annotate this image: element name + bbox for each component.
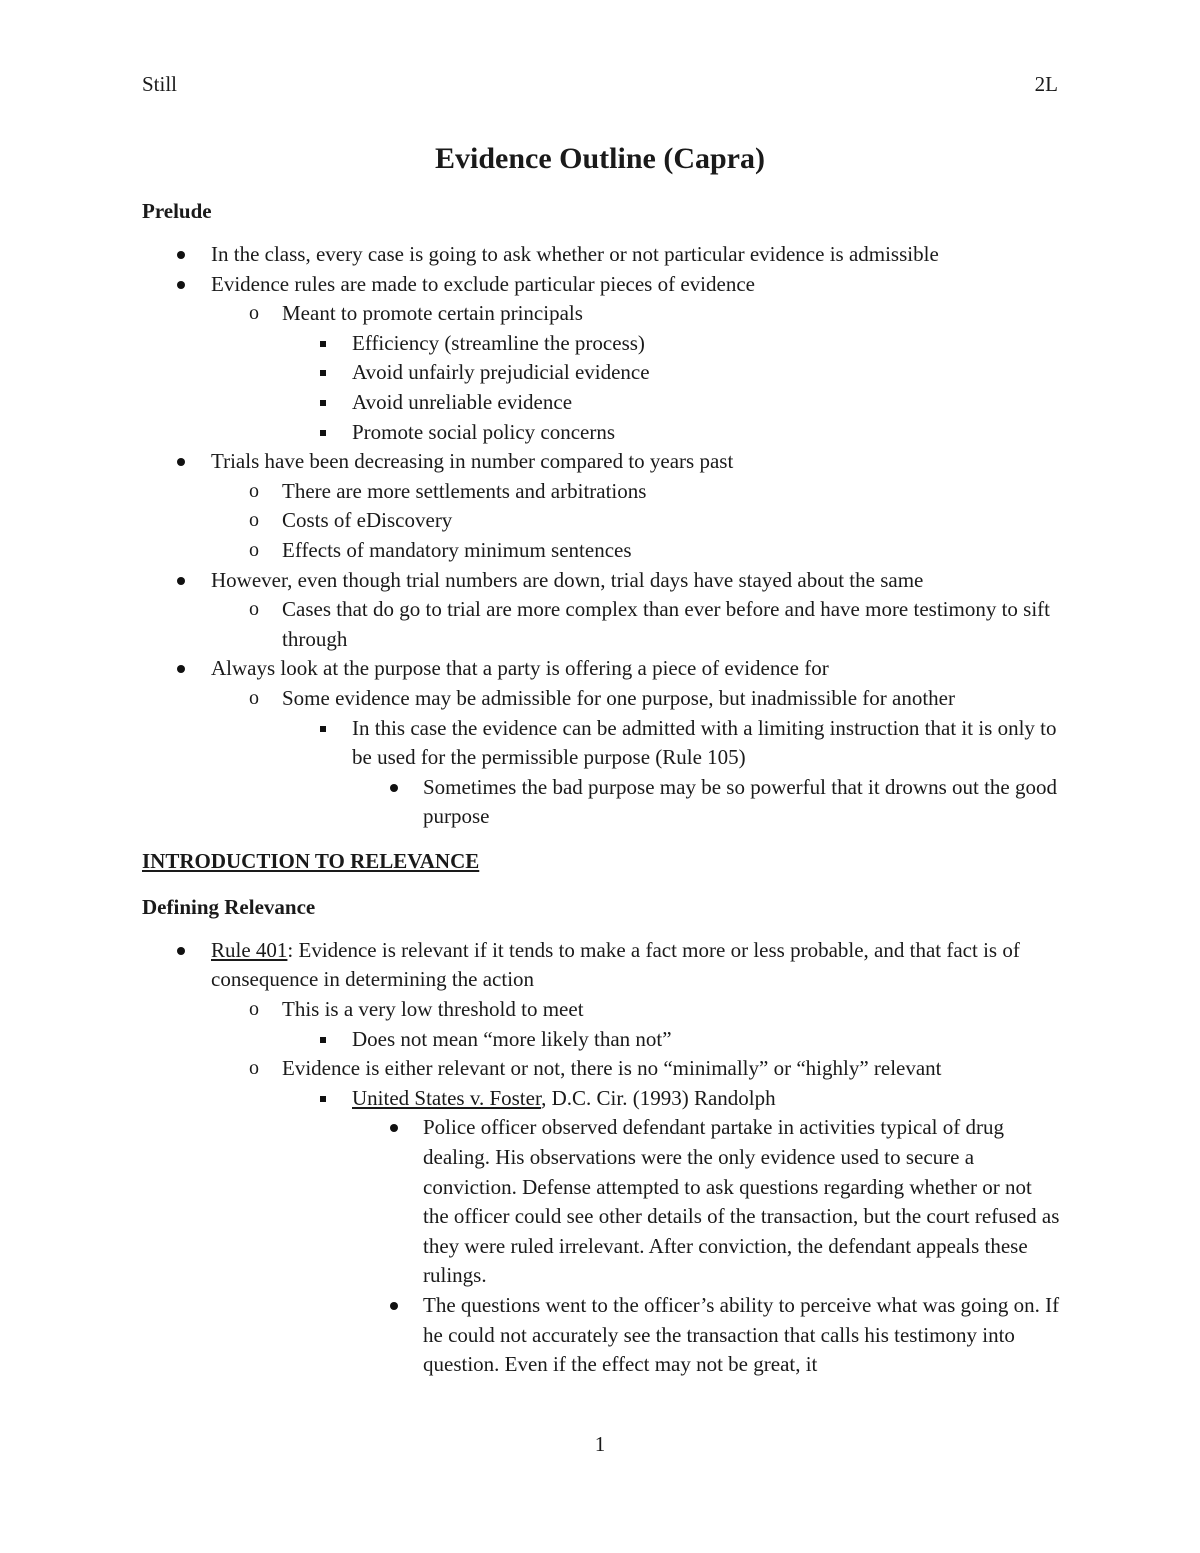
section-heading-prelude: Prelude [142,199,212,223]
list-item: o Some evidence may be admissible for one purpose, but inadmissible for another [142,684,1062,714]
list-item: o There are more settlements and arbitrations [142,477,1062,507]
list-item: o Effects of mandatory minimum sentences [142,536,1062,566]
bullet-dot-icon [177,665,185,673]
bullet-dot-icon [390,784,398,792]
bullet-o-icon: o [249,509,259,532]
list-item: o Cases that do go to trial are more complex than ever before and have more testimony to sift through [249,597,1051,651]
bullet-square-icon [320,726,326,732]
list-item: Sometimes the bad purpose may be so powerful that it drowns out the good purpose [142,773,1062,832]
bullet-square-icon [320,1037,326,1043]
rule-401-link[interactable]: Rule 401 [211,937,288,962]
bullet-o-icon: o [249,598,259,621]
bullet-square-icon [320,370,326,376]
list-item: United States v. Foster, D.C. Cir. (1993) Randolph [142,1084,1062,1114]
bullet-square-icon [320,430,326,436]
list-item: The questions went to the officer’s ability to perceive what was going on. If he could not accurately see the transaction that calls his testimony into question. Even if the effect may not be great, it [142,1291,1062,1380]
bullet-o-icon: o [249,1057,259,1080]
bullet-dot-icon [177,251,185,259]
list-item: Avoid unreliable evidence [142,388,1062,418]
bullet-square-icon [320,1096,326,1102]
bullet-o-icon: o [249,538,259,561]
list-item: Rule 401: Evidence is relevant if it tends to make a fact more or less probable, and that fact is of consequence in determining the action [142,936,1062,995]
section-heading-defining-relevance: Defining Relevance [142,894,316,919]
document-title: Evidence Outline (Capra) [435,142,765,175]
list-item: o Meant to promote certain principals [142,299,1062,329]
list-item: Efficiency (streamline the process) [142,329,1062,359]
list-item: Does not mean “more likely than not” [142,1025,1062,1055]
bullet-dot-icon [390,1124,398,1132]
list-item: In the class, every case is going to ask whether or not particular evidence is admissible [142,240,1062,270]
header-year: 2L [1034,72,1058,96]
document-body [142,196,1062,1380]
list-item: o Costs of eDiscovery [142,506,1062,536]
list-item: Trials have been decreasing in number compared to years past [142,447,1062,477]
list-item: In this case the evidence can be admitted with a limiting instruction that it is only to be used for the permissible purpose (Rule 105) [142,714,1062,773]
page-number: 1 [594,1432,606,1456]
section-heading-introduction: INTRODUCTION TO RELEVANCE [142,848,480,873]
list-item: o This is a very low threshold to meet [142,995,1062,1025]
bullet-o-icon: o [249,686,259,709]
case-name-link[interactable]: United States v. Foster [352,1085,542,1110]
bullet-o-icon: o [249,302,259,325]
list-item: o Evidence is either relevant or not, there is no “minimally” or “highly” relevant [142,1054,1062,1084]
defining-relevance-list [142,936,1062,1380]
prelude-list [142,240,1062,832]
bullet-dot-icon [177,458,185,466]
header-author: Still [142,72,178,96]
bullet-dot-icon [177,947,185,955]
list-item: Evidence rules are made to exclude particular pieces of evidence [142,270,1062,300]
bullet-o-icon: o [249,998,259,1021]
bullet-dot-icon [177,281,185,289]
list-item: Police officer observed defendant partake in activities typical of drug dealing. His observations were the only evidence used to secure a conviction. Defense attempted to ask questions regarding whether or not the officer could see other details of the transaction, but the court refused as they were ruled irrelevant. After conviction, the defendant appeals these rulings. [142,1113,1062,1291]
page-header [142,72,1058,102]
list-item: Promote social policy concerns [142,418,1062,448]
bullet-dot-icon [177,577,185,585]
bullet-square-icon [320,341,326,347]
list-item: However, even though trial numbers are down, trial days have stayed about the same [142,566,1062,596]
list-item: Avoid unfairly prejudicial evidence [142,358,1062,388]
bullet-dot-icon [390,1302,398,1310]
bullet-square-icon [320,400,326,406]
list-item: Always look at the purpose that a party is offering a piece of evidence for [142,654,1062,684]
bullet-o-icon: o [249,479,259,502]
